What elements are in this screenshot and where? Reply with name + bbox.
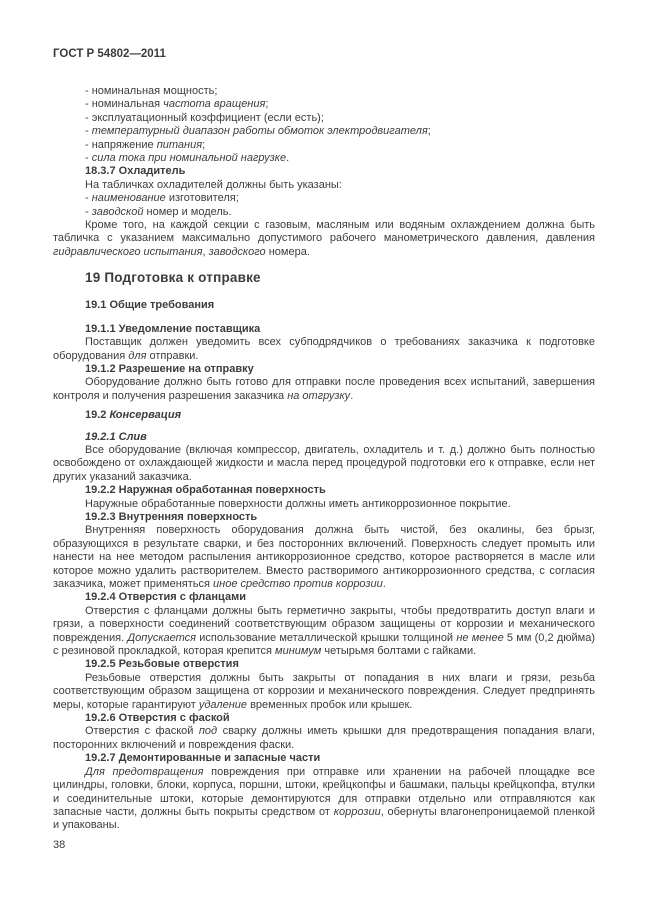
paragraph: Поставщик должен уведомить всех субподрядчиков о требованиях заказчика к подготовке оборудования для отправки. [53,336,595,362]
paragraph: Наружные обработанные поверхности должны иметь антикоррозионное покрытие. [85,497,511,510]
clause-heading-19-2-5: 19.2.5 Резьбовые отверстия [85,658,239,671]
clause-heading-19-2: 19.2 Консервация [85,409,182,422]
paragraph: Отверстия с фланцами должны быть герметично закрыты, чтобы предотвратить доступ влаги и грязи, а поверхности соединений соответствующим образом защищены от коррозии и механического повреждения. Допускается использование металлической крышки толщиной не менее 5 мм (0,2 дюйма) с резиновой прокладкой, которая крепится минимум четырьмя болтами с гайками. [53,604,595,658]
clause-heading-19-2-7: 19.2.7 Демонтированные и запасные части [85,752,321,765]
clause-heading-19-2-2: 19.2.2 Наружная обработанная поверхность [85,484,326,497]
list-item: - заводской номер и модель. [85,205,232,218]
clause-heading-19-1-1: 19.1.1 Уведомление поставщика [85,322,261,335]
section-heading-19: 19 Подготовка к отправке [85,270,261,286]
list-item: - номинальная мощность; [85,85,218,97]
document-body [53,85,595,833]
list-item: - напряжение питания; [85,138,206,151]
document-number: ГОСТ Р 54802—2011 [53,48,166,60]
list-item: - эксплуатационный коэффициент (если есть); [85,111,324,124]
list-item: - температурный диапазон работы обмоток электродвигателя; [85,125,431,138]
list-item: - сила тока при номинальной нагрузке. [85,152,290,165]
paragraph: Резьбовые отверстия должны быть закрыты от попадания в них влаги и грязи, резьба соответствующим образом защищена от коррозии и механического повреждения. Следует предпринять меры, которые гарантируют удаление временных пробок или крышек. [53,671,595,711]
clause-heading-19-2-1: 19.2.1 Слив [85,430,147,443]
paragraph: На табличках охладителей должны быть указаны: [85,178,342,191]
clause-heading-18-3-7: 18.3.7 Охладитель [85,165,186,178]
list-item: - номинальная частота вращения; [85,98,269,111]
list-item: - наименование изготовителя; [85,192,239,205]
paragraph: Внутренняя поверхность оборудования должна быть чистой, без окалины, без брызг, образующихся в результате сварки, и без посторонних включений. Поверхность следует промыть или нанести на нее методом распыления антикоррозионное средство, которое растворяется в масле или которое можно удалить растворителем. Вместо растворимого антикоррозионного средства, с согласия заказчика, может применяться иное средство против коррозии. [53,524,595,590]
clause-heading-19-1-2: 19.1.2 Разрешение на отправку [85,362,254,375]
paragraph: Все оборудование (включая компрессор, двигатель, охладитель и т. д.) должно быть полностью освобождено от охлаждающей жидкости и масла перед процедурой подготовки его к отправке, если нет других указаний заказчика. [53,443,595,483]
clause-heading-19-2-3: 19.2.3 Внутренняя поверхность [85,510,258,523]
paragraph: Кроме того, на каждой секции с газовым, масляным или водяным охлаждением должна быть табличка с указанием максимально допустимого рабочего манометрического давления, давления гидравлического испытания, заводского номера. [53,219,595,258]
paragraph: Оборудование должно быть готово для отправки после проведения всех испытаний, завершения контроля и получения разрешения заказчика на отгрузку. [53,376,595,402]
paragraph: Отверстия с фаской под сварку должны иметь крышки для предотвращения попадания влаги, посторонних включений и повреждения фаски. [53,725,595,751]
paragraph: Для предотвращения повреждения при отправке или хранении на рабочей площадке все цилиндры, головки, блоки, корпуса, поршни, штоки, крейцкопфы и башмаки, пальцы крейцкопфа, втулки и соединительные штоки, которые демонтируются для отправки отдельно или отправляются как запасные части, должны быть покрыты средством от коррозии, обернуты влагонепроницаемой пленкой и упакованы. [53,765,595,832]
clause-heading-19-1: 19.1 Общие требования [85,299,215,312]
clause-heading-19-2-4: 19.2.4 Отверстия с фланцами [85,591,246,604]
clause-heading-19-2-6: 19.2.6 Отверстия с фаской [85,712,230,725]
page-number: 38 [53,838,66,851]
